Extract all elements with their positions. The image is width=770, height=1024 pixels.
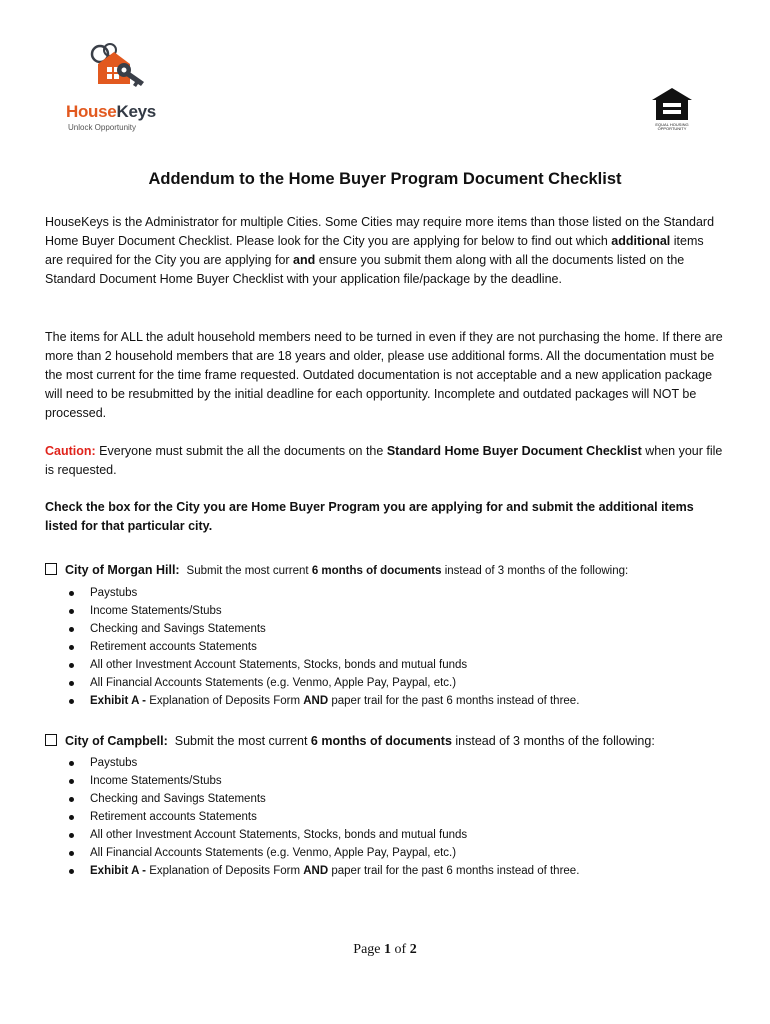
intro-paragraph: HouseKeys is the Administrator for multiple Cities. Some Cities may require more items than those listed on the Standard Home Buyer Document Checklist. Please look for the City you are applying for below to find out which additional items are required for the City you are applying for and ensure you submit them along with all the documents listed on the Standard Document Home Buyer Checklist with your application file/package by the deadline. xyxy=(45,215,715,286)
list-item: Checking and Savings Statements xyxy=(66,790,579,808)
city-campbell-list xyxy=(66,754,579,880)
list-item: Exhibit A - Explanation of Deposits Form AND paper trail for the past 6 months instead of three. xyxy=(66,692,579,710)
list-item: Checking and Savings Statements xyxy=(66,620,579,638)
logo-tagline: Unlock Opportunity xyxy=(68,123,137,132)
page-title: Addendum to the Home Buyer Program Document Checklist xyxy=(148,170,622,188)
logo-wordmark: HouseKeys xyxy=(66,102,156,121)
list-item: Paystubs xyxy=(66,584,579,602)
equal-housing-logo xyxy=(648,86,696,132)
list-item: All other Investment Account Statements, Stocks, bonds and mutual funds xyxy=(66,826,579,844)
caution-label: Caution: xyxy=(45,444,96,458)
city-campbell-heading: City of Campbell: Submit the most current 6 months of documents instead of 3 months of the following: xyxy=(45,732,655,751)
list-item: Paystubs xyxy=(66,754,579,772)
equal-housing-icon xyxy=(648,86,696,122)
page-number: Page 1 of 2 xyxy=(353,942,417,957)
city-campbell-checkbox[interactable] xyxy=(45,734,57,746)
requirements-paragraph: The items for ALL the adult household members need to be turned in even if they are not purchasing the home. If there are more than 2 household members that are 18 years and older, please use additional forms. All the documentation must be the most current for the time frame requested. Outdated documentation is not acceptable and a new application package will need to be resubmitted by the initial deadline for each opportunity. Incomplete and outdated packages will NOT be processed. xyxy=(45,330,723,420)
list-item: Income Statements/Stubs xyxy=(66,602,579,620)
list-item: Retirement accounts Statements xyxy=(66,638,579,656)
caution-paragraph: Caution: Everyone must submit the all the documents on the Standard Home Buyer Document Checklist when your file is requested. xyxy=(45,444,723,477)
list-item: Income Statements/Stubs xyxy=(66,772,579,790)
instruction-paragraph: Check the box for the City you are Home Buyer Program you are applying for and submit the additional items listed for that particular city. xyxy=(45,500,694,533)
list-item: All other Investment Account Statements, Stocks, bonds and mutual funds xyxy=(66,656,579,674)
list-item: Exhibit A - Explanation of Deposits Form AND paper trail for the past 6 months instead of three. xyxy=(66,862,579,880)
list-item: Retirement accounts Statements xyxy=(66,808,579,826)
housekeys-logo xyxy=(62,42,182,134)
list-item: All Financial Accounts Statements (e.g. Venmo, Apple Pay, Paypal, etc.) xyxy=(66,674,579,692)
list-item: All Financial Accounts Statements (e.g. Venmo, Apple Pay, Paypal, etc.) xyxy=(66,844,579,862)
equal-housing-caption: EQUAL HOUSING OPPORTUNITY xyxy=(655,122,689,131)
city-morgan-hill-list xyxy=(66,584,579,710)
city-morgan-hill-checkbox[interactable] xyxy=(45,563,57,575)
house-keys-icon xyxy=(84,42,154,102)
city-morgan-hill-heading: City of Morgan Hill: Submit the most current 6 months of documents instead of 3 months of the following: xyxy=(45,561,628,581)
